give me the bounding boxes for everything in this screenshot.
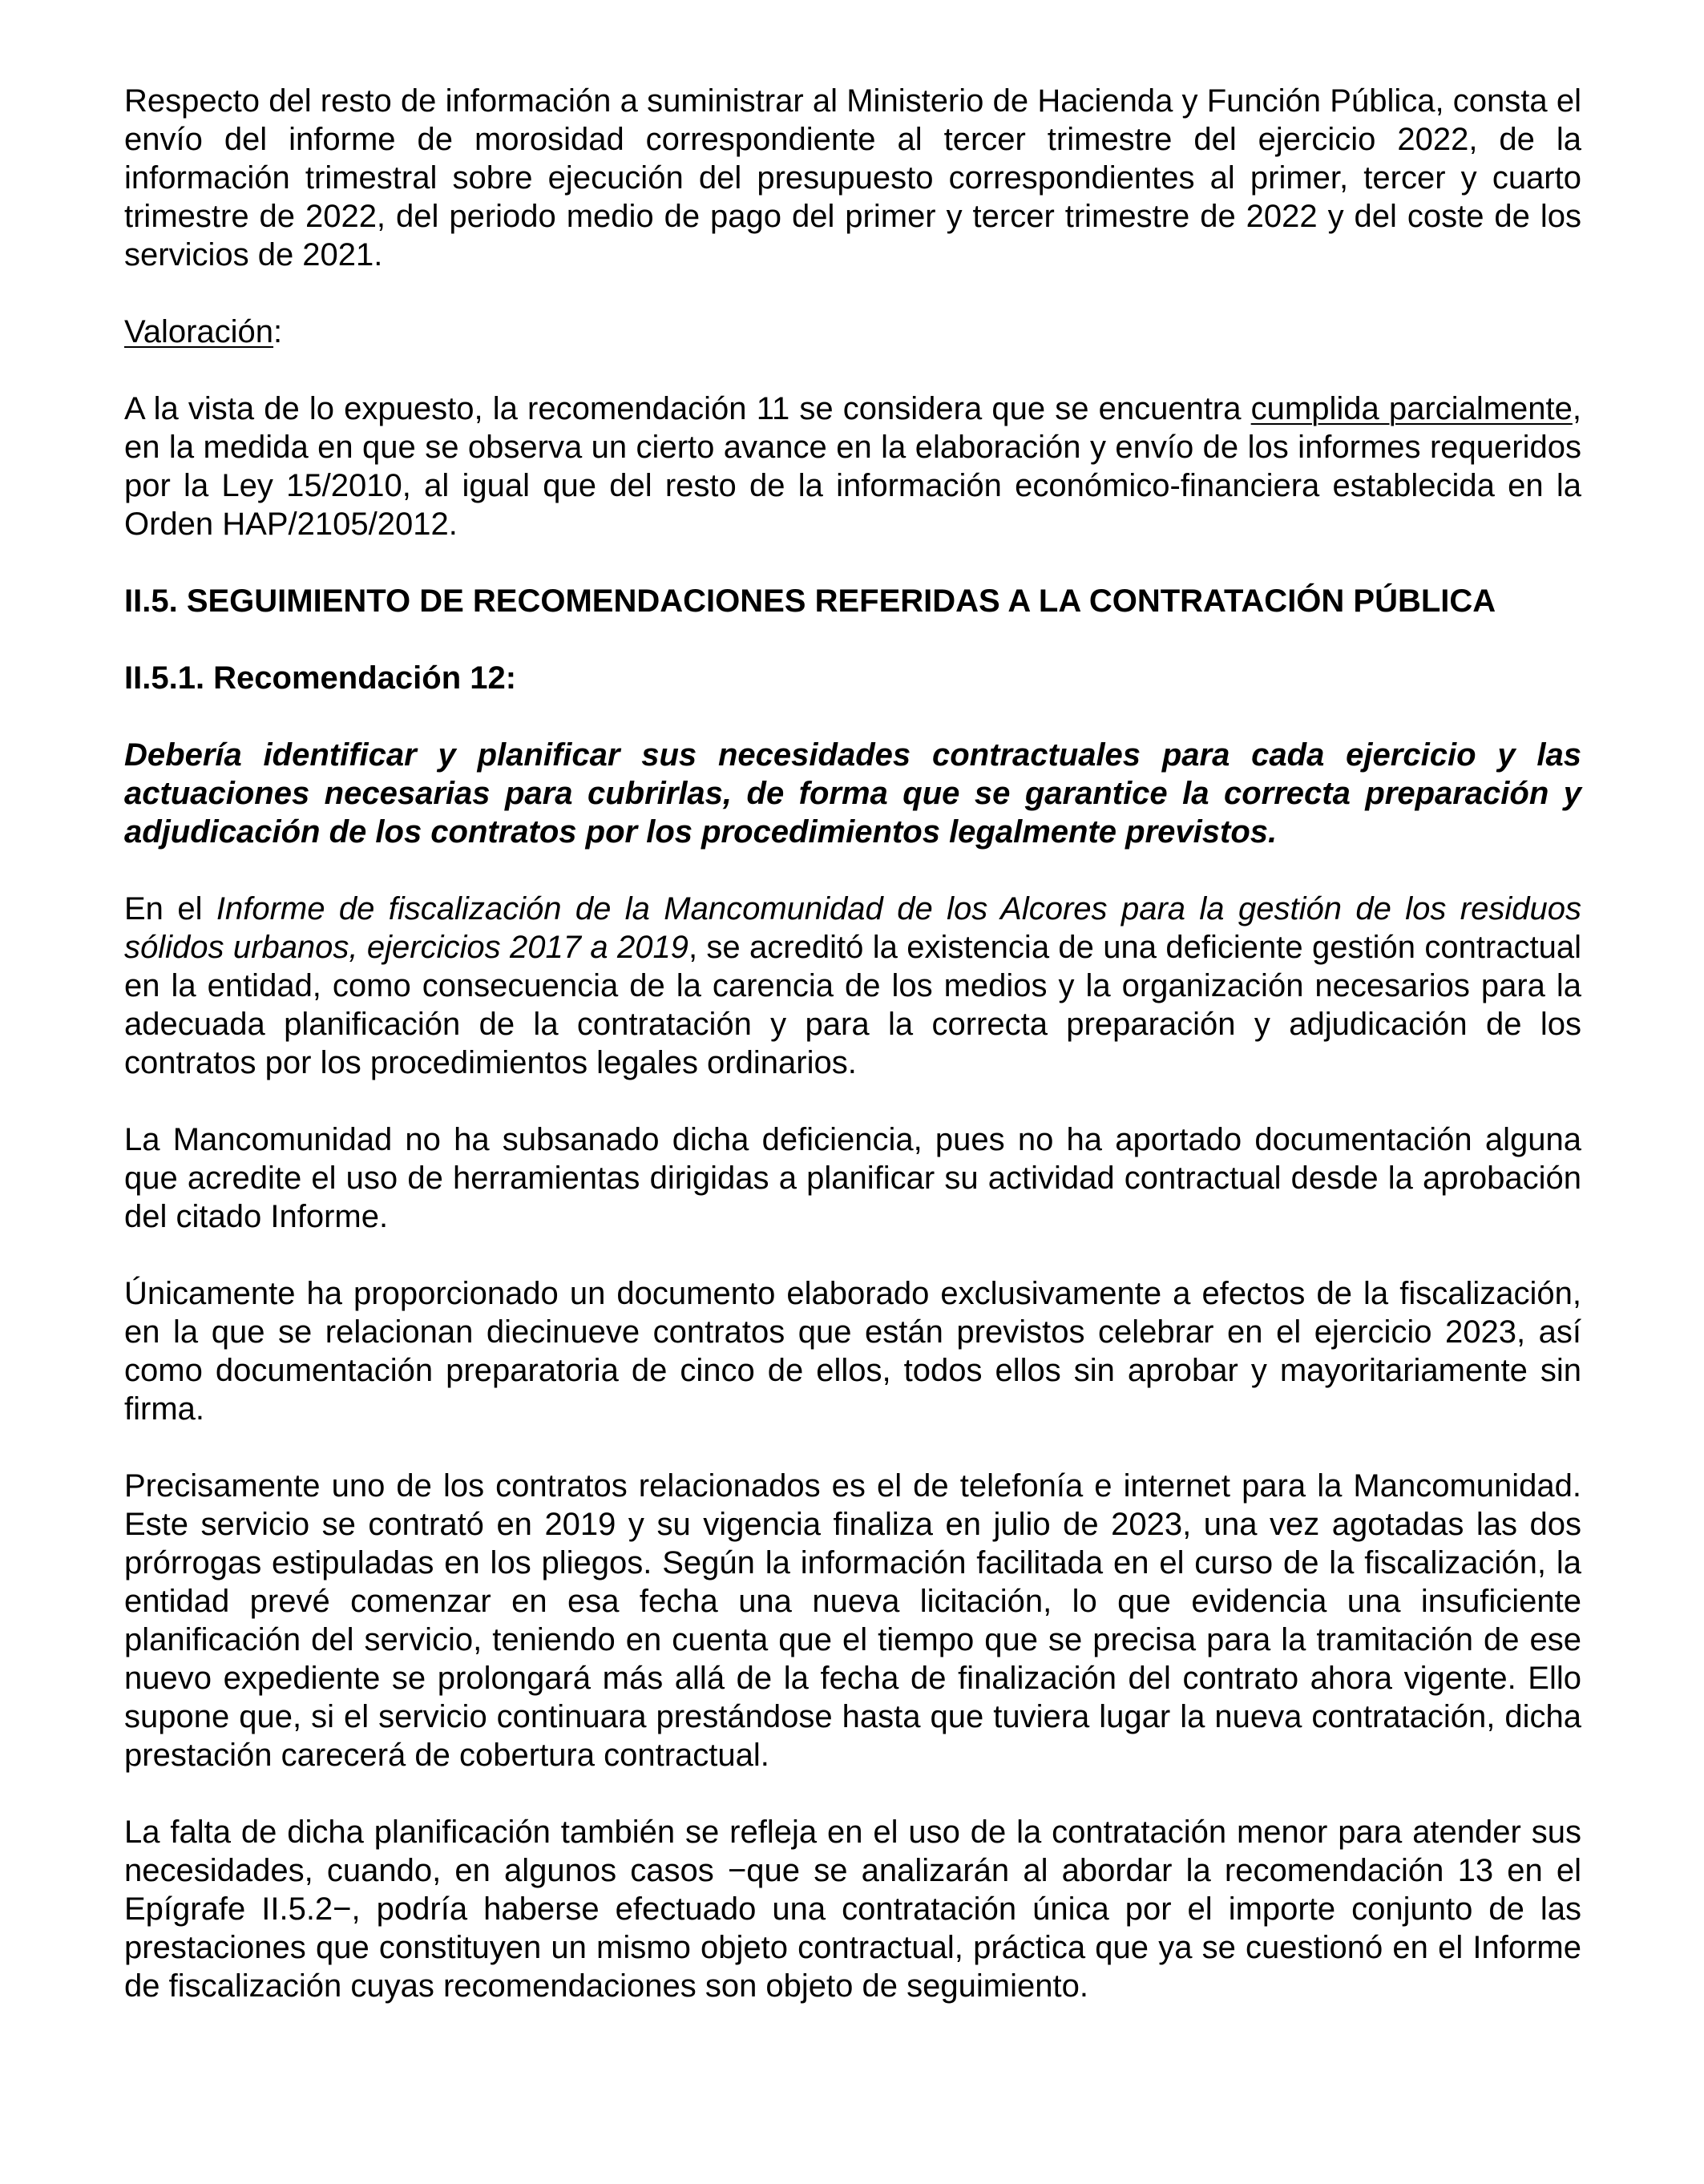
informe-text-c: , se acreditó la existencia de una deficiente gestión contractual en la entidad, como consecuencia de la carencia de los medios y la organización necesarios para la adecuada planificación de la contratación y para la correcta preparación y adjudicación de los contratos por los procedimientos legales ordinarios. (124, 930, 1581, 1080)
valoracion-text-a: A la vista de lo expuesto, la recomendación 11 se considera que se encuentra (124, 391, 1251, 426)
paragraph-valoracion (124, 390, 1581, 543)
valoracion-label-line (124, 313, 1581, 351)
valoracion-status: cumplida parcialmente (1250, 391, 1573, 426)
paragraph-telefonia: Precisamente uno de los contratos relacionados es el de telefonía e internet para la Mancomunidad. Este servicio se contrató en 2019 y su vigencia finaliza en julio de 2023, una vez agotadas las dos prórrogas estipuladas en los pliegos. Según la información facilitada en el curso de la fiscalización, la entidad prevé comenzar en esa fecha una nueva licitación, lo que evidencia una insuficiente planificación del servicio, teniendo en cuenta que el tiempo que se precisa para la tramitación de ese nuevo expediente se prolongará más allá de la fecha de finalización del contrato ahora vigente. Ello supone que, si el servicio continuara prestándose hasta que tuviera lugar la nueva contratación, dicha prestación carecerá de cobertura contractual. (124, 1468, 1581, 1773)
document-page (124, 82, 1581, 2005)
valoracion-colon: : (273, 314, 283, 349)
paragraph-hacienda-info: Respecto del resto de información a suministrar al Ministerio de Hacienda y Función Pública, consta el envío del informe de morosidad correspondiente al tercer trimestre del ejercicio 2022, de la información trimestral sobre ejecución del presupuesto correspondientes al primer, tercer y cuarto trimestre de 2022, del periodo medio de pago del primer y tercer trimestre de 2022 y del coste de los servicios de 2021. (124, 83, 1581, 272)
section-heading: II.5. SEGUIMIENTO DE RECOMENDACIONES REFERIDAS A LA CONTRATACIÓN PÚBLICA (124, 583, 1496, 619)
valoracion-text-c: , en la medida en que se observa un cierto avance en la elaboración y envío de los informes requeridos por la Ley 15/2010, al igual que del resto de la información económico-financiera establecida en la Orden HAP/2105/2012. (124, 391, 1582, 542)
valoracion-label: Valoración (124, 314, 274, 349)
informe-title: Informe de fiscalización de la Mancomunidad de los Alcores para la gestión de los residuos sólidos urbanos, ejercicios 2017 a 2019 (124, 891, 1581, 965)
subsection-heading: II.5.1. Recomendación 12: (124, 660, 517, 696)
paragraph-informe (124, 890, 1581, 1082)
recommendation-text: Debería identificar y planificar sus necesidades contractuales para cada ejercicio y las actuaciones necesarias para cubrirlas, de forma que se garantice la correcta preparación y adjudicación de los contratos por los procedimientos legalmente previstos. (124, 737, 1581, 850)
informe-text-a: En el (124, 891, 216, 926)
paragraph-mancomunidad: La Mancomunidad no ha subsanado dicha deficiencia, pues no ha aportado documentación alguna que acredite el uso de herramientas dirigidas a planificar su actividad contractual desde la aprobación del citado Informe. (124, 1122, 1581, 1234)
paragraph-contratacion-menor: La falta de dicha planificación también se refleja en el uso de la contratación menor para atender sus necesidades, cuando, en algunos casos −que se analizarán al abordar la recomendación 13 en el Epígrafe II.5.2−, podría haberse efectuado una contratación única por el importe conjunto de las prestaciones que constituyen un mismo objeto contractual, práctica que ya se cuestionó en el Informe de fiscalización cuyas recomendaciones son objeto de seguimiento. (124, 1815, 1581, 2004)
paragraph-unicamente: Únicamente ha proporcionado un documento elaborado exclusivamente a efectos de la fiscalización, en la que se relacionan diecinueve contratos que están previstos celebrar en el ejercicio 2023, así como documentación preparatoria de cinco de ellos, todos ellos sin aprobar y mayoritariamente sin firma. (124, 1276, 1581, 1427)
